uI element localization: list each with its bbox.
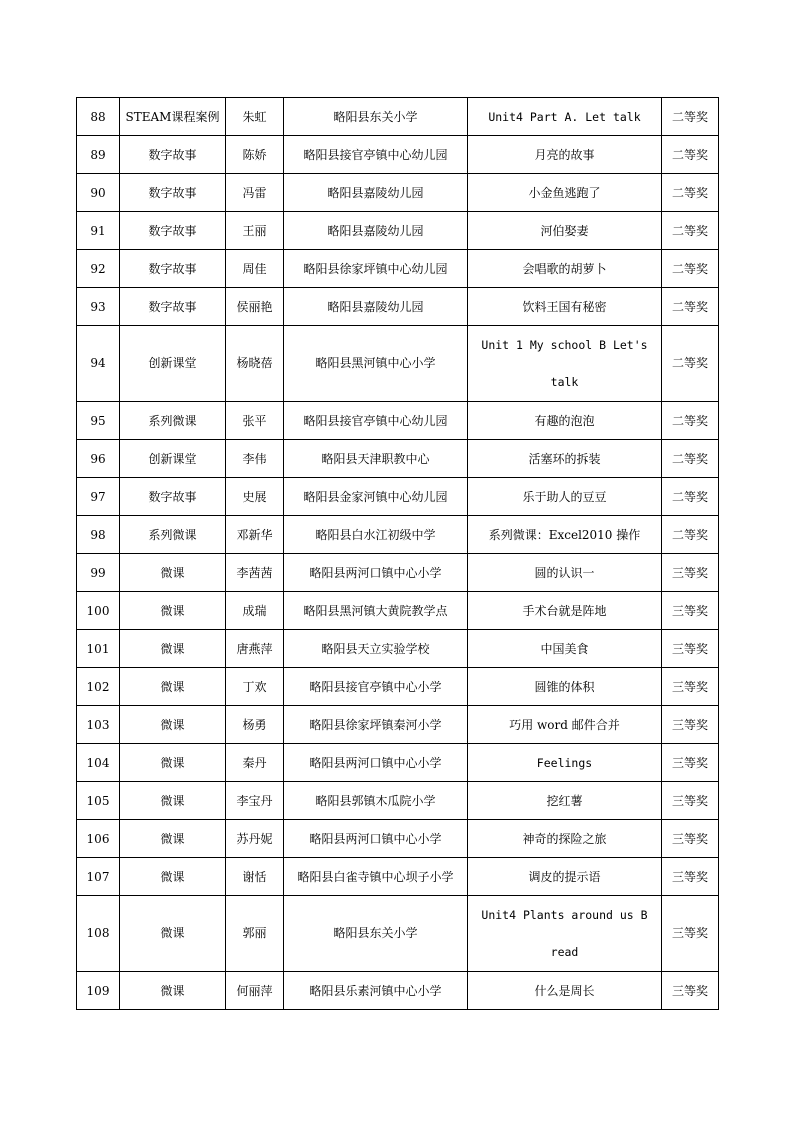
- award-cell: 三等奖: [662, 782, 719, 820]
- award-cell: 二等奖: [662, 212, 719, 250]
- work-title-cell: 会唱歌的胡萝卜: [468, 250, 662, 288]
- school-cell: 略阳县接官亭镇中心幼儿园: [284, 402, 468, 440]
- school-cell: 略阳县黑河镇中心小学: [284, 326, 468, 402]
- award-cell: 二等奖: [662, 402, 719, 440]
- author-name-cell: 成瑞: [226, 592, 284, 630]
- work-title-cell: Feelings: [468, 744, 662, 782]
- category-cell: 微课: [120, 592, 226, 630]
- author-name-cell: 张平: [226, 402, 284, 440]
- table-row: [77, 402, 719, 440]
- category-cell: 微课: [120, 706, 226, 744]
- work-title-cell: 手术台就是阵地: [468, 592, 662, 630]
- category-cell: 微课: [120, 820, 226, 858]
- awards-table: [76, 97, 719, 1010]
- award-cell: 二等奖: [662, 250, 719, 288]
- table-row: [77, 440, 719, 478]
- school-cell: 略阳县东关小学: [284, 896, 468, 972]
- category-cell: STEAM课程案例: [120, 98, 226, 136]
- school-cell: 略阳县白雀寺镇中心坝子小学: [284, 858, 468, 896]
- award-cell: 三等奖: [662, 592, 719, 630]
- row-number: 96: [77, 440, 120, 478]
- school-cell: 略阳县两河口镇中心小学: [284, 554, 468, 592]
- row-number: 89: [77, 136, 120, 174]
- row-number: 106: [77, 820, 120, 858]
- author-name-cell: 李茜茜: [226, 554, 284, 592]
- award-cell: 二等奖: [662, 516, 719, 554]
- author-name-cell: 邓新华: [226, 516, 284, 554]
- author-name-cell: 冯雷: [226, 174, 284, 212]
- work-title-cell: 神奇的探险之旅: [468, 820, 662, 858]
- work-title-cell: 什么是周长: [468, 972, 662, 1010]
- school-cell: 略阳县嘉陵幼儿园: [284, 288, 468, 326]
- row-number: 103: [77, 706, 120, 744]
- table-row: [77, 554, 719, 592]
- table-row: [77, 858, 719, 896]
- work-title-cell: 月亮的故事: [468, 136, 662, 174]
- table-row: [77, 288, 719, 326]
- school-cell: 略阳县徐家坪镇中心幼儿园: [284, 250, 468, 288]
- table-row: [77, 592, 719, 630]
- row-number: 101: [77, 630, 120, 668]
- category-cell: 微课: [120, 896, 226, 972]
- work-title-cell: Unit4 Plants around us B read: [468, 896, 662, 972]
- work-title-cell: 饮料王国有秘密: [468, 288, 662, 326]
- row-number: 102: [77, 668, 120, 706]
- award-cell: 三等奖: [662, 630, 719, 668]
- table-row: [77, 668, 719, 706]
- row-number: 95: [77, 402, 120, 440]
- work-title-cell: 河伯娶妻: [468, 212, 662, 250]
- row-number: 98: [77, 516, 120, 554]
- category-cell: 数字故事: [120, 174, 226, 212]
- work-title-cell: 系列微课：Excel2010 操作: [468, 516, 662, 554]
- category-cell: 创新课堂: [120, 440, 226, 478]
- school-cell: 略阳县金家河镇中心幼儿园: [284, 478, 468, 516]
- school-cell: 略阳县徐家坪镇秦河小学: [284, 706, 468, 744]
- work-title-cell: 圆的认识一: [468, 554, 662, 592]
- award-cell: 三等奖: [662, 896, 719, 972]
- table-row: [77, 972, 719, 1010]
- school-cell: 略阳县两河口镇中心小学: [284, 820, 468, 858]
- table-row: [77, 896, 719, 972]
- category-cell: 系列微课: [120, 402, 226, 440]
- table-row: [77, 98, 719, 136]
- school-cell: 略阳县黑河镇大黄院教学点: [284, 592, 468, 630]
- work-title-cell: 活塞环的拆装: [468, 440, 662, 478]
- award-cell: 三等奖: [662, 820, 719, 858]
- work-title-cell: 巧用 word 邮件合并: [468, 706, 662, 744]
- school-cell: 略阳县接官亭镇中心小学: [284, 668, 468, 706]
- row-number: 109: [77, 972, 120, 1010]
- author-name-cell: 史展: [226, 478, 284, 516]
- category-cell: 数字故事: [120, 288, 226, 326]
- table-row: [77, 212, 719, 250]
- work-title-cell: 挖红薯: [468, 782, 662, 820]
- work-title-cell: 小金鱼逃跑了: [468, 174, 662, 212]
- award-cell: 三等奖: [662, 744, 719, 782]
- category-cell: 微课: [120, 630, 226, 668]
- author-name-cell: 周佳: [226, 250, 284, 288]
- school-cell: 略阳县天立实验学校: [284, 630, 468, 668]
- row-number: 88: [77, 98, 120, 136]
- school-cell: 略阳县郭镇木瓜院小学: [284, 782, 468, 820]
- row-number: 108: [77, 896, 120, 972]
- table-row: [77, 782, 719, 820]
- author-name-cell: 何丽萍: [226, 972, 284, 1010]
- school-cell: 略阳县天津职教中心: [284, 440, 468, 478]
- school-cell: 略阳县两河口镇中心小学: [284, 744, 468, 782]
- school-cell: 略阳县嘉陵幼儿园: [284, 174, 468, 212]
- table-body: [77, 98, 719, 1010]
- award-cell: 三等奖: [662, 668, 719, 706]
- author-name-cell: 杨晓蓓: [226, 326, 284, 402]
- row-number: 104: [77, 744, 120, 782]
- work-title-cell: Unit 1 My school B Let's talk: [468, 326, 662, 402]
- category-cell: 微课: [120, 554, 226, 592]
- category-cell: 数字故事: [120, 478, 226, 516]
- author-name-cell: 丁欢: [226, 668, 284, 706]
- category-cell: 微课: [120, 668, 226, 706]
- school-cell: 略阳县白水江初级中学: [284, 516, 468, 554]
- table-row: [77, 174, 719, 212]
- table-row: [77, 516, 719, 554]
- row-number: 93: [77, 288, 120, 326]
- table-row: [77, 478, 719, 516]
- table-row: [77, 820, 719, 858]
- author-name-cell: 苏丹妮: [226, 820, 284, 858]
- table-row: [77, 250, 719, 288]
- award-cell: 二等奖: [662, 136, 719, 174]
- row-number: 107: [77, 858, 120, 896]
- table-row: [77, 136, 719, 174]
- table-row: [77, 744, 719, 782]
- row-number: 90: [77, 174, 120, 212]
- award-cell: 三等奖: [662, 858, 719, 896]
- author-name-cell: 侯丽艳: [226, 288, 284, 326]
- author-name-cell: 李伟: [226, 440, 284, 478]
- category-cell: 数字故事: [120, 136, 226, 174]
- table-row: [77, 326, 719, 402]
- work-title-cell: Unit4 Part A. Let talk: [468, 98, 662, 136]
- author-name-cell: 王丽: [226, 212, 284, 250]
- award-cell: 二等奖: [662, 440, 719, 478]
- award-cell: 二等奖: [662, 98, 719, 136]
- award-cell: 二等奖: [662, 478, 719, 516]
- award-cell: 二等奖: [662, 174, 719, 212]
- award-cell: 三等奖: [662, 706, 719, 744]
- category-cell: 微课: [120, 972, 226, 1010]
- category-cell: 创新课堂: [120, 326, 226, 402]
- table-row: [77, 706, 719, 744]
- table-row: [77, 630, 719, 668]
- author-name-cell: 陈娇: [226, 136, 284, 174]
- author-name-cell: 秦丹: [226, 744, 284, 782]
- author-name-cell: 唐燕萍: [226, 630, 284, 668]
- row-number: 100: [77, 592, 120, 630]
- row-number: 97: [77, 478, 120, 516]
- work-title-cell: 调皮的提示语: [468, 858, 662, 896]
- school-cell: 略阳县接官亭镇中心幼儿园: [284, 136, 468, 174]
- row-number: 99: [77, 554, 120, 592]
- award-cell: 三等奖: [662, 554, 719, 592]
- author-name-cell: 杨勇: [226, 706, 284, 744]
- author-name-cell: 郭丽: [226, 896, 284, 972]
- school-cell: 略阳县嘉陵幼儿园: [284, 212, 468, 250]
- author-name-cell: 朱虹: [226, 98, 284, 136]
- category-cell: 系列微课: [120, 516, 226, 554]
- category-cell: 数字故事: [120, 212, 226, 250]
- work-title-cell: 中国美食: [468, 630, 662, 668]
- category-cell: 微课: [120, 858, 226, 896]
- row-number: 92: [77, 250, 120, 288]
- category-cell: 数字故事: [120, 250, 226, 288]
- row-number: 91: [77, 212, 120, 250]
- award-cell: 二等奖: [662, 288, 719, 326]
- work-title-cell: 有趣的泡泡: [468, 402, 662, 440]
- author-name-cell: 谢恬: [226, 858, 284, 896]
- work-title-cell: 乐于助人的豆豆: [468, 478, 662, 516]
- author-name-cell: 李宝丹: [226, 782, 284, 820]
- category-cell: 微课: [120, 782, 226, 820]
- row-number: 94: [77, 326, 120, 402]
- school-cell: 略阳县东关小学: [284, 98, 468, 136]
- award-cell: 二等奖: [662, 326, 719, 402]
- category-cell: 微课: [120, 744, 226, 782]
- award-cell: 三等奖: [662, 972, 719, 1010]
- work-title-cell: 圆锥的体积: [468, 668, 662, 706]
- school-cell: 略阳县乐素河镇中心小学: [284, 972, 468, 1010]
- row-number: 105: [77, 782, 120, 820]
